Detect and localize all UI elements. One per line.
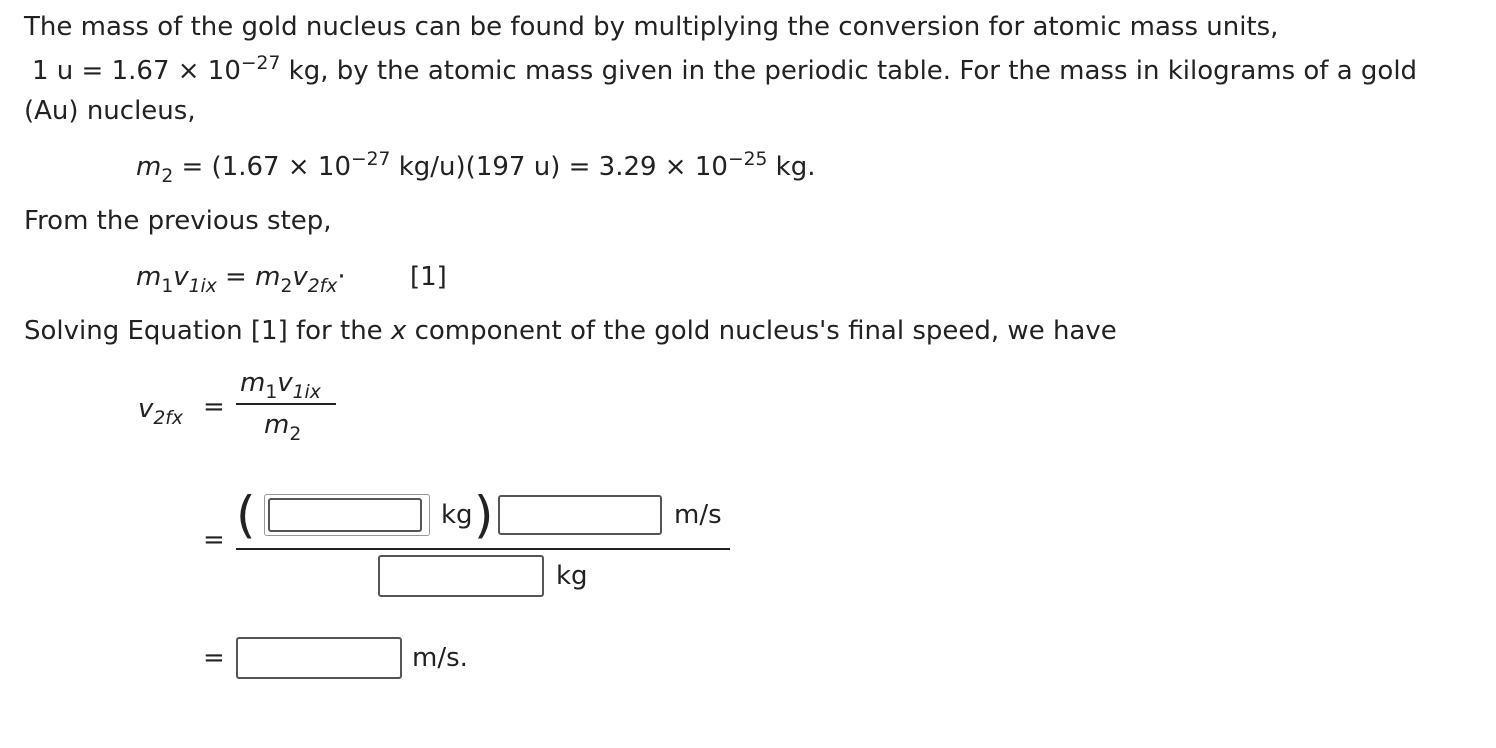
amu-exponent: −27 (240, 52, 281, 74)
unit-kg-numerator: kg (441, 500, 473, 530)
unit-kg-denominator: kg (556, 561, 588, 591)
eq1-v1: v (173, 262, 189, 292)
intro-line-2-rest: kg, by the atomic mass given in the periodic table. For the mass in kilograms of a gold (280, 56, 1418, 86)
eq3-fraction-bar (236, 548, 730, 550)
eq2-num-v-sub: 1ix (292, 381, 321, 403)
eq2-num-v: v (277, 368, 293, 398)
eq2-equals: = (203, 392, 225, 422)
left-paren: ( (236, 486, 256, 544)
solving-line (24, 316, 1117, 346)
mass-eq-part1: = (1.67 × 10 (173, 152, 351, 182)
mass-eq-exp1: −27 (350, 148, 391, 170)
equation-tag: [1] (410, 262, 447, 292)
eq4-equals: = (203, 643, 225, 673)
eq2-denominator (264, 410, 302, 445)
from-previous-step: From the previous step, (24, 206, 332, 236)
speed1-input[interactable] (498, 495, 662, 535)
unit-ms-numerator: m/s (674, 500, 722, 530)
mass-var-sub: 2 (161, 165, 174, 187)
eq2-lhs-sub: 2fx (153, 407, 183, 429)
mass-eq-exp2: −25 (727, 148, 768, 170)
eq2-den-m-sub: 2 (289, 423, 302, 445)
right-paren: ) (474, 486, 494, 544)
intro-line-2 (32, 52, 1418, 86)
solving-var: x (390, 316, 407, 346)
eq1-period: · (337, 262, 346, 292)
mass-var: m (136, 152, 162, 182)
eq1-v1-sub: 1ix (188, 275, 217, 297)
eq1-m2: m (255, 262, 281, 292)
eq1-v2-sub: 2fx (307, 275, 338, 297)
result-input[interactable] (236, 637, 402, 679)
amu-conversion: 1 u = 1.67 × 10 (32, 56, 241, 86)
eq2-num-m-sub: 1 (265, 381, 278, 403)
solving-pre: Solving Equation [1] for the (24, 316, 391, 346)
eq1-m2-sub: 2 (280, 275, 293, 297)
eq2-lhs (138, 394, 183, 429)
eq2-lhs-var: v (138, 394, 154, 424)
eq1-m1-sub: 1 (161, 275, 174, 297)
eq2-num-m: m (240, 368, 266, 398)
momentum-equation (136, 262, 346, 297)
intro-line-1: The mass of the gold nucleus can be found by multiplying the conversion for atomic mass units, (24, 12, 1279, 42)
eq3-equals: = (203, 525, 225, 555)
eq1-m1: m (136, 262, 162, 292)
eq2-fraction-bar (236, 403, 336, 405)
mass1-input[interactable] (268, 498, 422, 532)
solving-post: component of the gold nucleus's final speed, we have (406, 316, 1117, 346)
unit-ms-result: m/s. (412, 643, 468, 673)
eq1-equals: = (216, 262, 256, 292)
eq2-den-m: m (264, 410, 290, 440)
mass2-input[interactable] (378, 555, 544, 597)
mass-eq-part2: kg/u)(197 u) = 3.29 × 10 (390, 152, 728, 182)
intro-line-3: (Au) nucleus, (24, 96, 196, 126)
eq2-numerator (240, 368, 321, 403)
mass-equation (136, 148, 816, 187)
mass-eq-end: kg. (767, 152, 816, 182)
eq1-v2: v (292, 262, 308, 292)
